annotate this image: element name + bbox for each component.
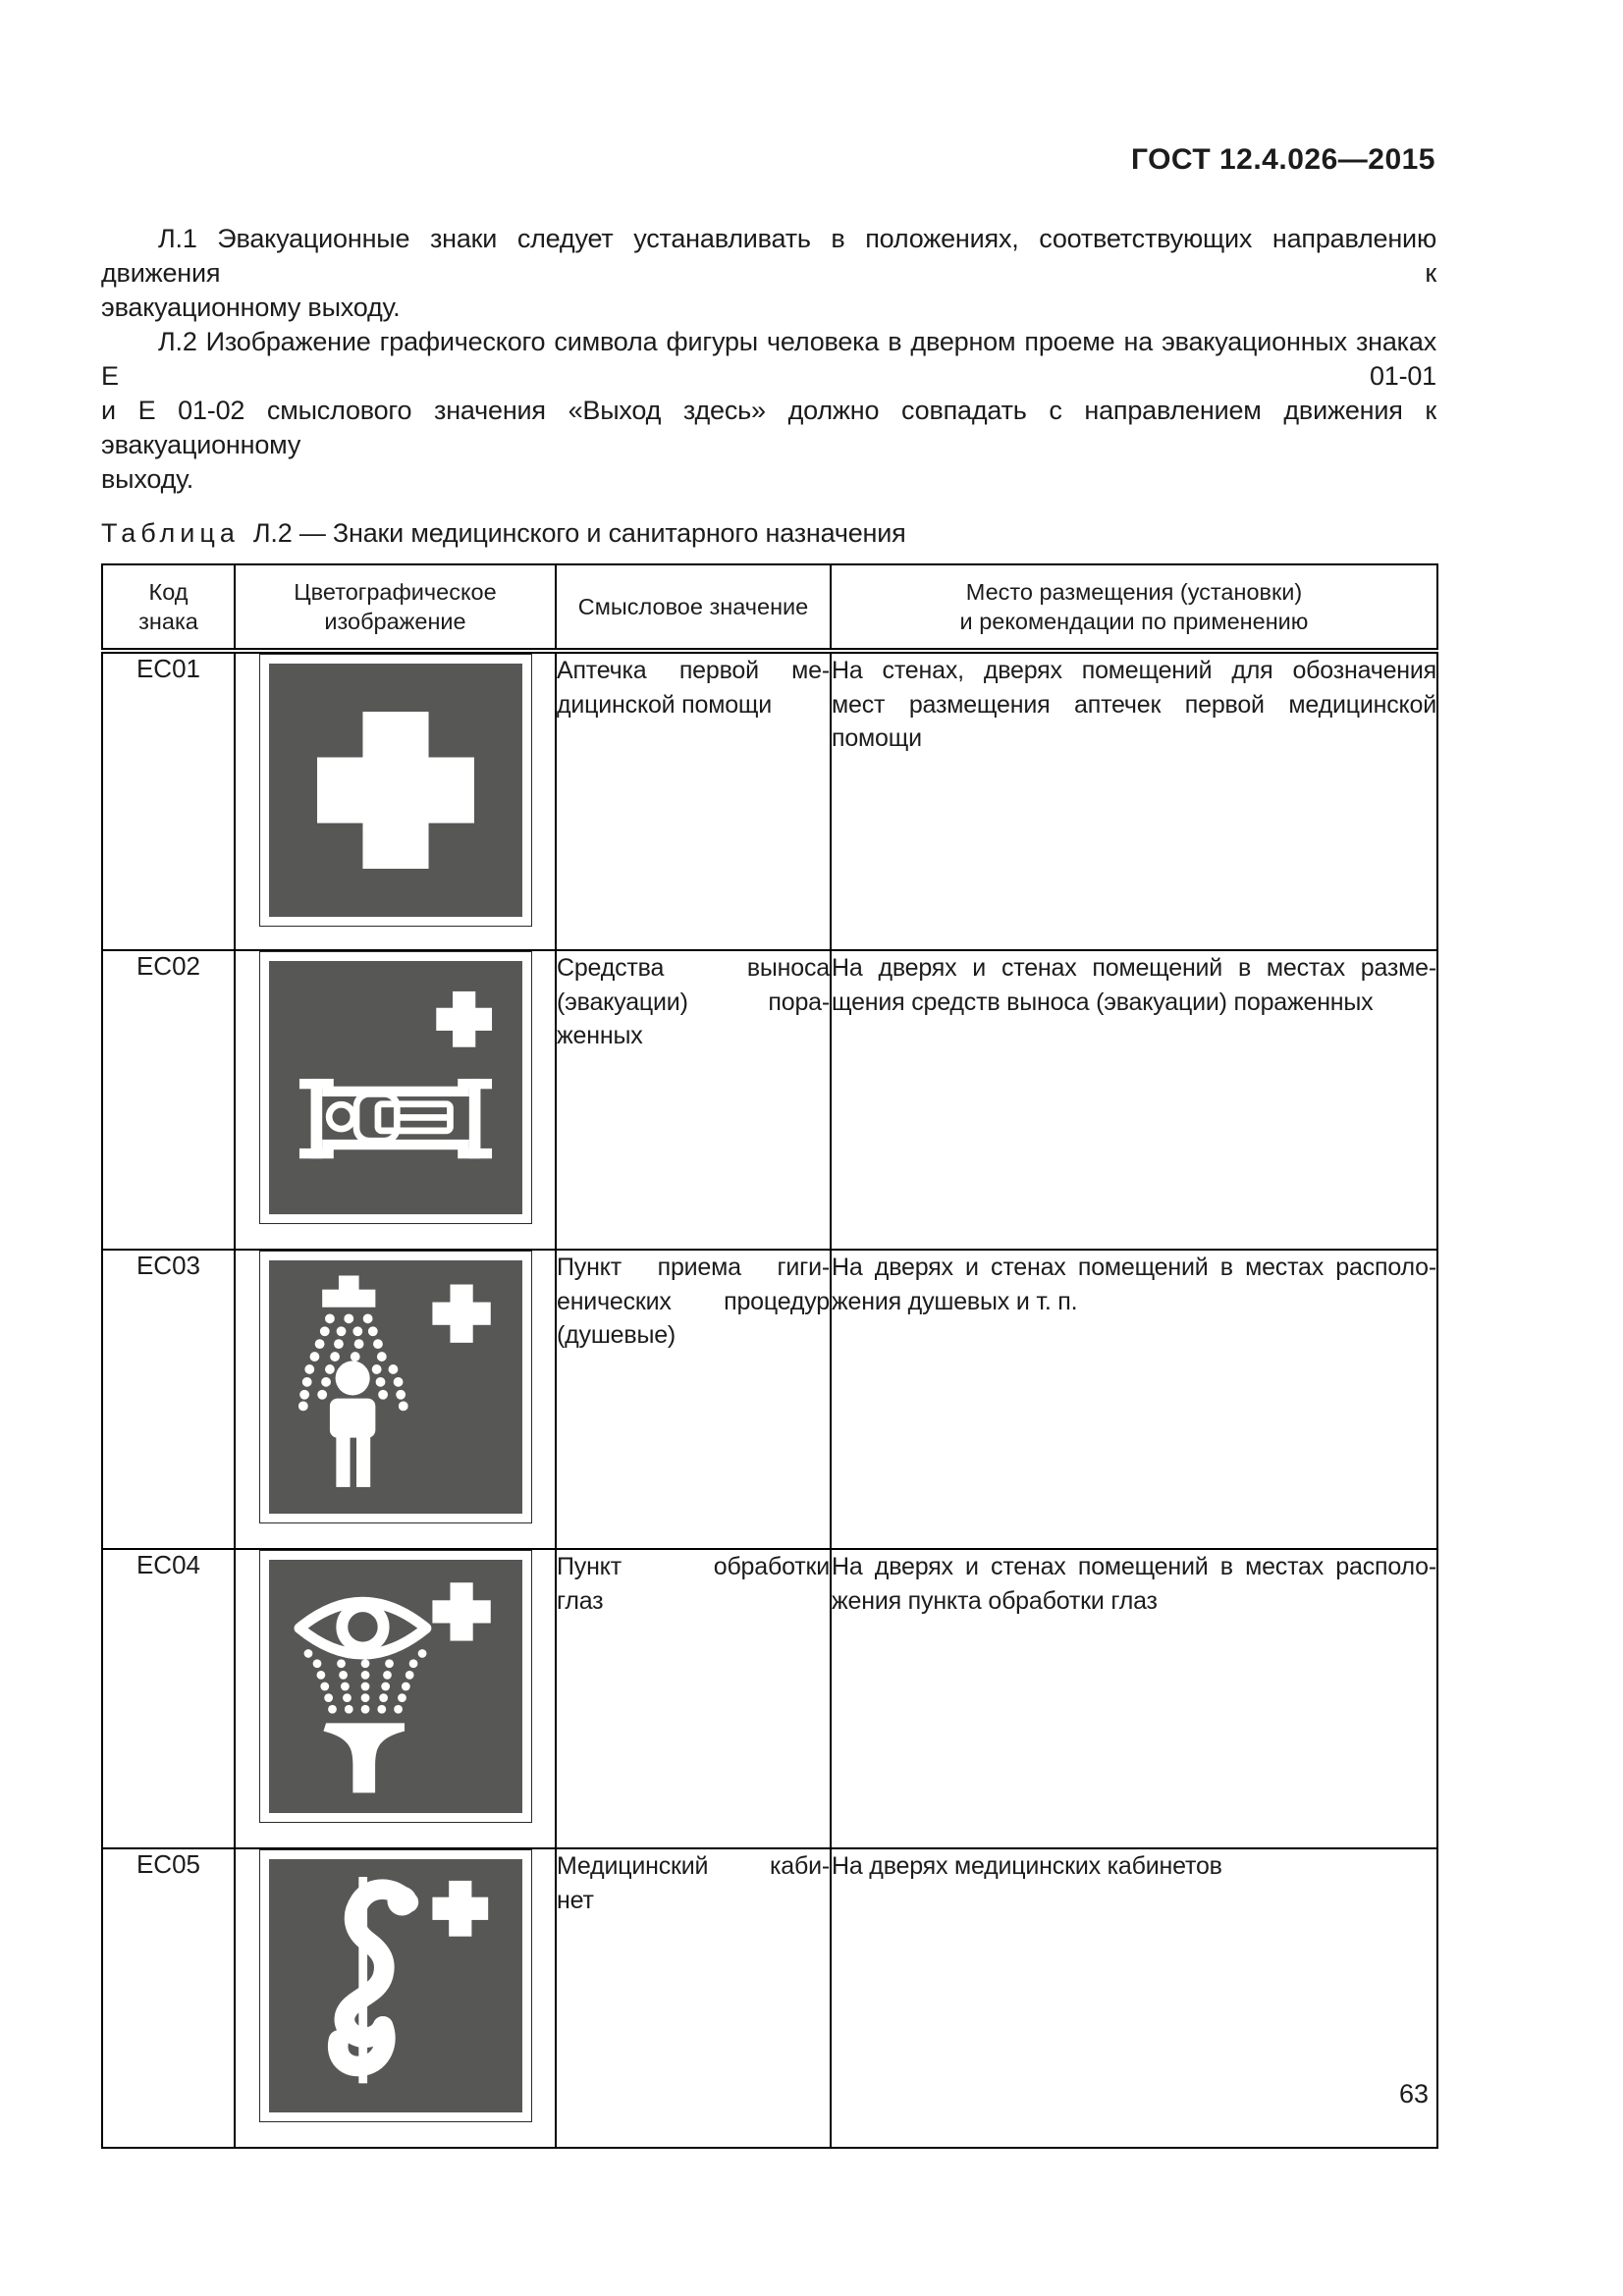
col-header-code: Код знака <box>102 564 235 651</box>
page-content <box>101 222 1436 2149</box>
table-row <box>102 1848 1437 2148</box>
medical-signs-table <box>101 563 1438 2149</box>
sign-code: EC01 <box>102 651 235 950</box>
paragraph-l2: Л.2 Изображение графического символа фигуры человека в дверном проеме на эвакуационных знаках Е 01-01 и Е 01-02 смыслового значения «Выход здесь» должно совпадать с направлением движения к эвакуационному выходу. <box>101 327 1436 494</box>
table-caption-label: Таблица <box>101 518 240 548</box>
rod-of-asclepius-icon <box>269 1859 522 2112</box>
sign-image-cell <box>235 1848 556 2148</box>
first-aid-kit-sign-icon <box>259 654 532 927</box>
eye-wash-sign-icon <box>259 1550 532 1823</box>
sign-code: EC03 <box>102 1250 235 1549</box>
table-caption <box>101 518 1436 549</box>
table-header-row <box>102 564 1437 651</box>
sign-code: EC02 <box>102 950 235 1250</box>
sign-meaning: Медицинский каби- нет <box>556 1848 831 2148</box>
sign-placement: На дверях и стенах помещений в местах располо- жения душевых и т. п. <box>831 1250 1437 1549</box>
table-caption-text: Л.2 — Знаки медицинского и санитарного назначения <box>252 518 906 548</box>
paragraph-l1: Л.1 Эвакуационные знаки следует устанавливать в положениях, соответствующих направлению движения к эвакуационному выходу. <box>101 224 1436 322</box>
table-row <box>102 1549 1437 1848</box>
sign-image-cell <box>235 1549 556 1848</box>
table-row <box>102 1250 1437 1549</box>
stretcher-sign-icon <box>259 951 532 1224</box>
eye-wash-icon <box>269 1560 522 1813</box>
table-row <box>102 950 1437 1250</box>
stretcher-icon <box>269 961 522 1214</box>
sign-meaning: Аптечка первой ме- дицинской помощи <box>556 651 831 950</box>
sign-code: EC04 <box>102 1549 235 1848</box>
sign-image-cell <box>235 651 556 950</box>
sign-placement: На стенах, дверях помещений для обозначения мест размещения аптечек первой медицинской помощи <box>831 651 1437 950</box>
sign-meaning: Пункт обработки глаз <box>556 1549 831 1848</box>
page-number: 63 <box>1398 2079 1429 2109</box>
medical-cabinet-sign-icon <box>259 1849 532 2122</box>
col-header-placement: Место размещения (установки) и рекомендации по применению <box>831 564 1437 651</box>
shower-icon <box>269 1260 522 1514</box>
sign-placement: На дверях и стенах помещений в местах разме- щения средств выноса (эвакуации) пораженных <box>831 950 1437 1250</box>
sign-image-cell <box>235 950 556 1250</box>
sign-image-cell <box>235 1250 556 1549</box>
first-aid-cross-icon <box>269 664 522 917</box>
sign-code: EC05 <box>102 1848 235 2148</box>
col-header-meaning: Смысловое значение <box>556 564 831 651</box>
col-header-image: Цветографическое изображение <box>235 564 556 651</box>
sign-placement: На дверях медицинских кабинетов <box>831 1848 1437 2148</box>
table-row <box>102 651 1437 950</box>
doc-code: ГОСТ 12.4.026—2015 <box>1130 143 1435 176</box>
sign-meaning: Средства выноса (эвакуации) пора- женных <box>556 950 831 1250</box>
sign-placement: На дверях и стенах помещений в местах располо- жения пункта обработки глаз <box>831 1549 1437 1848</box>
sign-meaning: Пункт приема гиги- енических процедур (душевые) <box>556 1250 831 1549</box>
safety-shower-sign-icon <box>259 1251 532 1523</box>
